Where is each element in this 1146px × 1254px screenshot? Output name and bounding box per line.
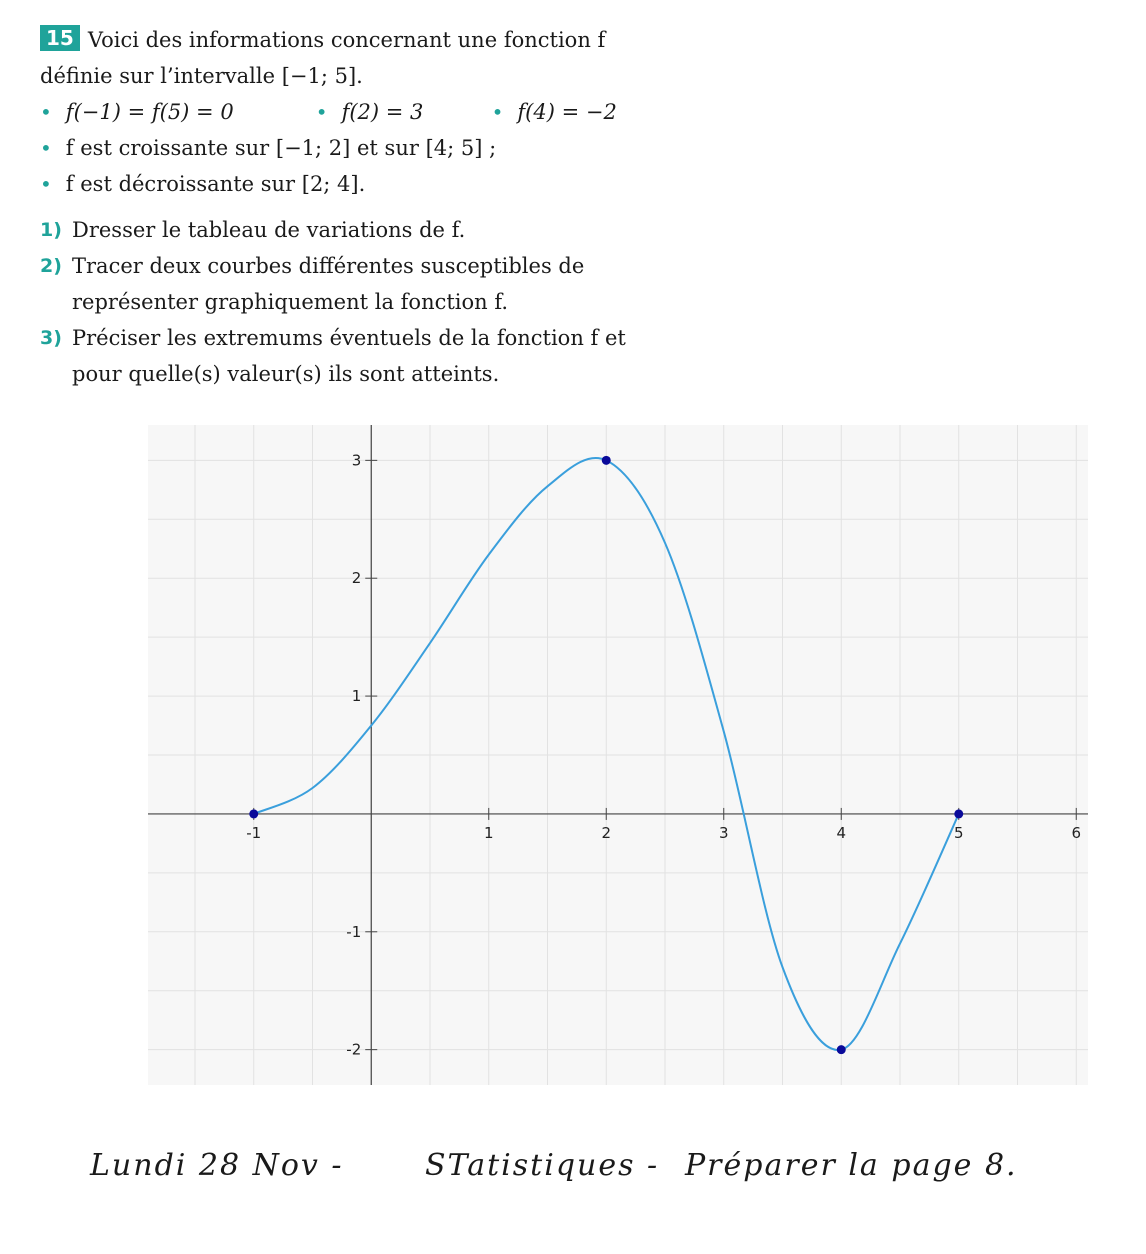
handwritten-note-task: Préparer la page 8. [685, 1148, 1018, 1183]
x-tick-label: 1 [483, 823, 494, 842]
question-number: 2) [40, 255, 62, 277]
bullet-dot-icon: • [40, 100, 52, 124]
exercise-number-badge: 15 [40, 25, 80, 51]
y-tick-label: 2 [351, 569, 362, 588]
question-text: Tracer deux courbes différentes susceptibles de représenter graphiquement la fonction f. [72, 254, 585, 314]
bullet-dot-icon: • [315, 100, 328, 124]
x-tick-label: 2 [601, 823, 612, 842]
bullet-value-b: f(2) = 3 [341, 100, 424, 124]
marked-point [602, 456, 611, 465]
question-item [40, 248, 640, 320]
x-tick-label: 4 [836, 823, 847, 842]
question-text: Préciser les extremums éventuels de la fonction f et pour quelle(s) valeur(s) ils sont atteints. [72, 326, 626, 386]
bullet-values [40, 94, 640, 130]
marked-point [249, 809, 258, 818]
bullet-decreasing-text: f est décroissante sur [2; 4]. [65, 172, 366, 196]
question-item [40, 320, 640, 392]
exercise-block [40, 22, 640, 392]
marked-point [954, 809, 963, 818]
question-number: 1) [40, 219, 62, 241]
function-graph [148, 425, 1088, 1085]
bullet-value-c: f(4) = −2 [517, 100, 617, 124]
handwritten-note-date: Lundi 28 Nov - [90, 1148, 344, 1183]
intro-line-2: définie sur l’intervalle [−1; 5]. [40, 64, 363, 88]
question-text: Dresser le tableau de variations de f. [72, 218, 466, 242]
bullet-increasing-text: f est croissante sur [−1; 2] et sur [4; 5] ; [65, 136, 497, 160]
bullet-dot-icon: • [40, 136, 52, 160]
question-item [40, 212, 640, 248]
question-number: 3) [40, 327, 62, 349]
x-tick-label: 3 [718, 823, 729, 842]
bullet-value-a: f(−1) = f(5) = 0 [65, 100, 234, 124]
x-tick-label: 5 [953, 823, 964, 842]
marked-point [837, 1045, 846, 1054]
y-tick-label: 1 [351, 687, 362, 706]
bullet-dot-icon: • [491, 100, 504, 124]
intro-line-1: Voici des informations concernant une fonction f [87, 28, 606, 52]
bullet-increasing [40, 130, 640, 166]
y-tick-label: 3 [351, 451, 362, 470]
y-tick-label: -2 [346, 1040, 362, 1059]
x-tick-label: 6 [1071, 823, 1082, 842]
questions-list [40, 212, 640, 392]
bullet-decreasing [40, 166, 640, 202]
y-tick-label: -1 [346, 922, 362, 941]
bullet-dot-icon: • [40, 172, 52, 196]
x-tick-label: -1 [246, 823, 262, 842]
exercise-intro [40, 22, 640, 58]
handwritten-note-topic: STatistiques - [425, 1148, 660, 1183]
